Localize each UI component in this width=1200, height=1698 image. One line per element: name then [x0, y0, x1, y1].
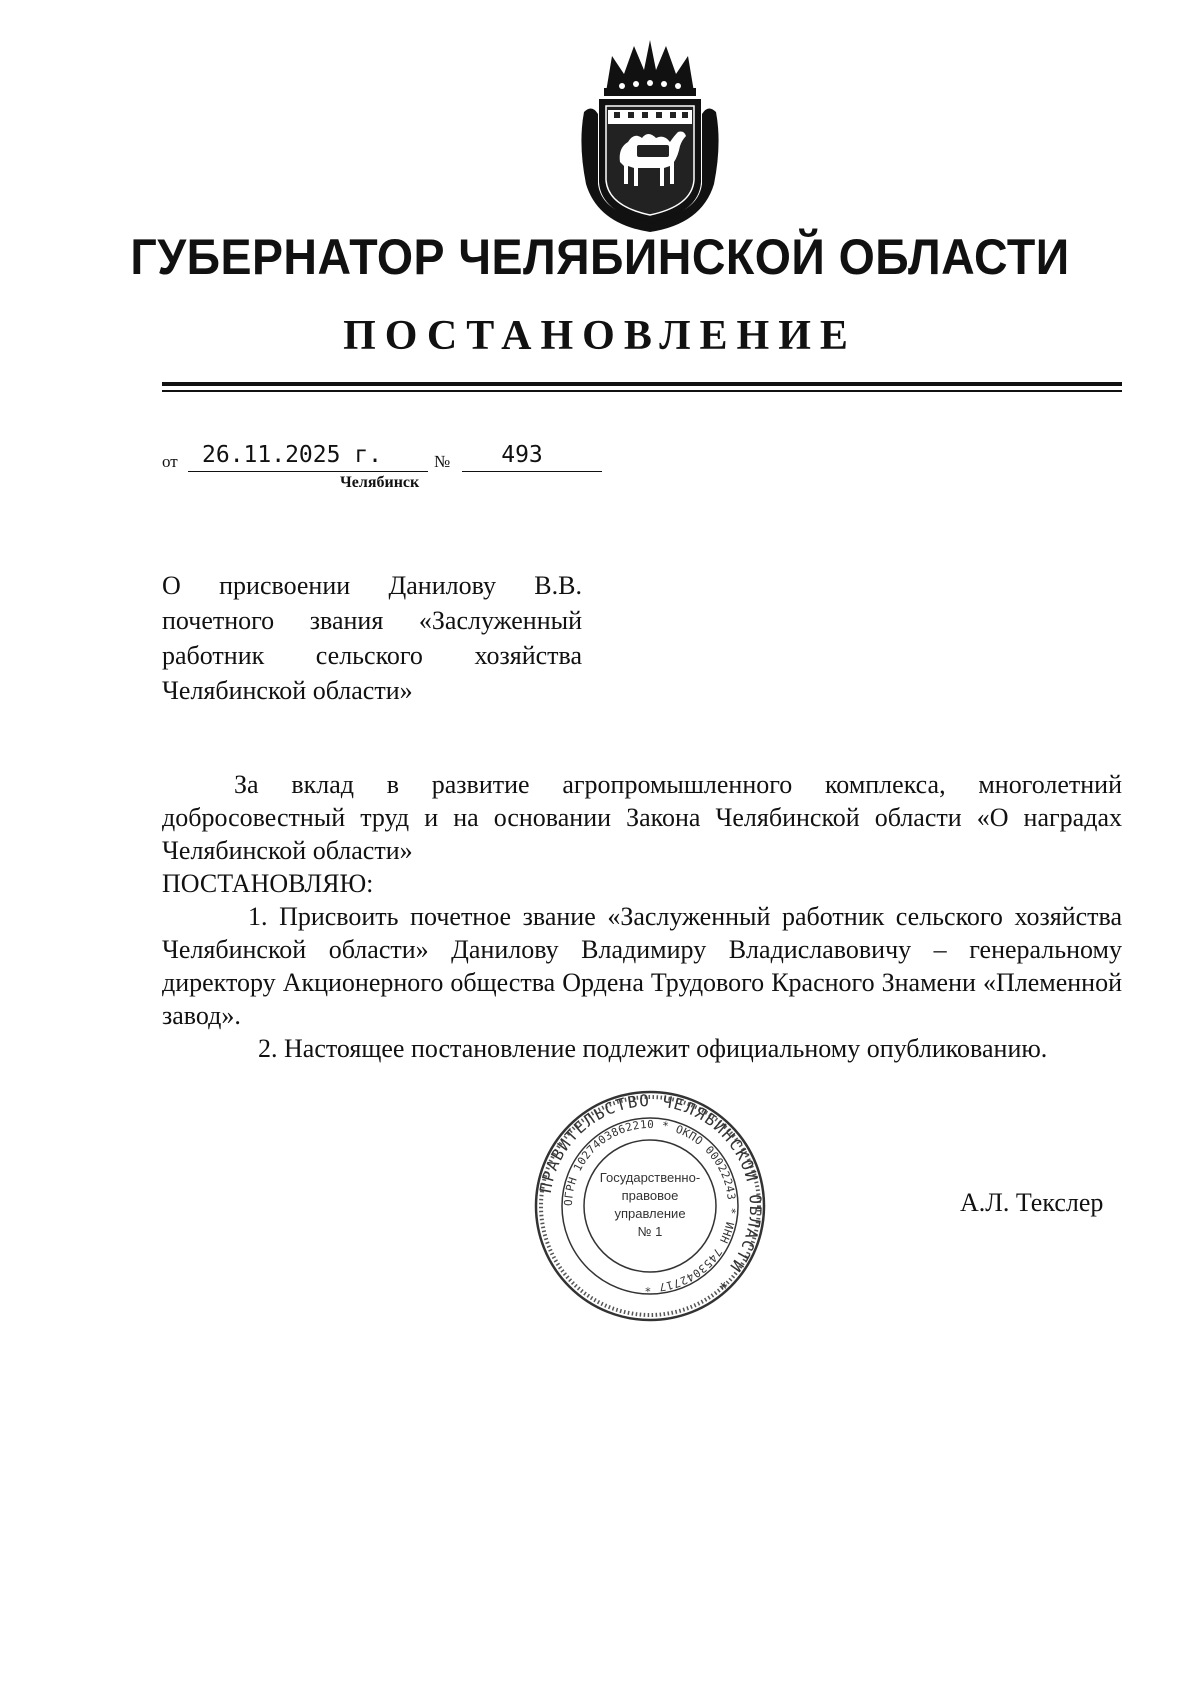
header-rule-thick [162, 382, 1122, 386]
date-number-line [162, 442, 602, 472]
issue-city: Челябинск [340, 474, 420, 491]
number-sign: № [434, 452, 451, 471]
decree-word: ПОСТАНОВЛЯЮ: [162, 869, 374, 898]
document-type-heading: ПОСТАНОВЛЕНИЕ [343, 313, 857, 359]
official-seal-stamp [530, 1088, 770, 1324]
decree-item-2: 2. Настоящее постановление подлежит официальному опубликованию. [258, 1034, 1048, 1063]
seal-outer-text: ПРАВИТЕЛЬСТВО ЧЕЛЯБИНСКОЙ ОБЛАСТИ * [535, 1090, 766, 1295]
header-rule-thin [162, 390, 1122, 392]
preamble-paragraph: За вклад в развитие агропромышленного комплекса, многолетний добросовестный труд и на основании Закона Челябинской области «О наградах Челябинской области» [162, 770, 1122, 865]
seal-center-line-4: № 1 [637, 1224, 663, 1239]
issuing-authority-heading: ГУБЕРНАТОР ЧЕЛЯБИНСКОЙ ОБЛАСТИ [130, 229, 1070, 285]
document-subject: О присвоении Данилову В.В. почетного звания «Заслуженный работник сельского хозяйства Челябинской области» [162, 571, 582, 705]
coat-of-arms-emblem [578, 34, 722, 234]
date-prefix: от [162, 452, 178, 471]
document-number: 493 [462, 442, 602, 472]
seal-center-line-1: Государственно- [599, 1170, 701, 1185]
seal-center-line-2: правовое [621, 1188, 679, 1203]
signatory-name: А.Л. Текслер [960, 1188, 1104, 1217]
seal-ring-text: ОГРН 1027403862210 * ОКПО 00022243 * ИНН 7453042717 * [561, 1117, 739, 1295]
document-date: 26.11.2025 г. [188, 442, 428, 472]
decree-item-1: 1. Присвоить почетное звание «Заслуженный работник сельского хозяйства Челябинской области» Данилову Владимиру Владиславовичу – генеральному директору Акционерного общества Ордена Трудового Красного Знамени «Племенной завод». [162, 902, 1122, 1030]
seal-center-line-3: управление [614, 1206, 686, 1221]
